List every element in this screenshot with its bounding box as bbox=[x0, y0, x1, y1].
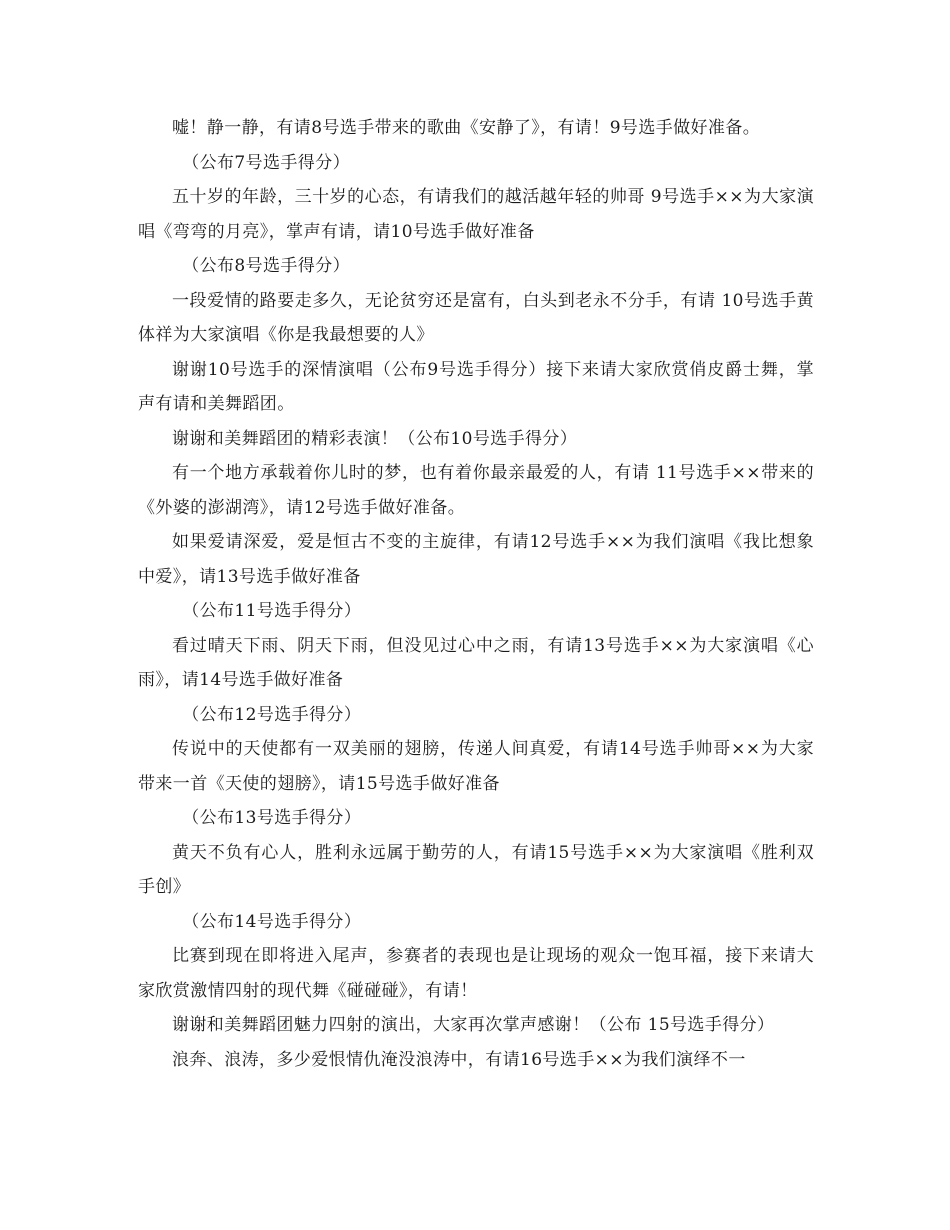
paragraph: 谢谢和美舞蹈团的精彩表演！（公布10号选手得分） bbox=[172, 428, 578, 449]
paragraph: 黄天不负有心人，胜利永远属于勤劳的人，有请15号选手××为大家演唱《胜利双手创》 bbox=[138, 842, 814, 897]
paragraph: 浪奔、浪涛，多少爱恨情仇淹没浪涛中，有请16号选手××为我们演绎不一 bbox=[172, 1049, 746, 1070]
paragraph: 比赛到现在即将进入尾声，参赛者的表现也是让现场的观众一饱耳福，接下来请大家欣赏激情四射的现代舞《碰碰碰》，有请！ bbox=[138, 946, 814, 1001]
document-body bbox=[138, 111, 814, 1077]
paragraph: 嘘！静一静，有请8号选手带来的歌曲《安静了》，有请！9号选手做好准备。 bbox=[172, 118, 761, 138]
score-announcement-note: （公布13号选手得分） bbox=[182, 808, 362, 828]
paragraph: 谢谢10号选手的深情演唱（公布9号选手得分）接下来请大家欣赏俏皮爵士舞，掌声有请和美舞蹈团。 bbox=[138, 359, 814, 414]
score-announcement-note: （公布14号选手得分） bbox=[182, 911, 362, 932]
paragraph: 一段爱情的路要走多久，无论贫穷还是富有，白头到老永不分手，有请 10号选手黄体祥为大家演唱《你是我最想要的人》 bbox=[138, 290, 814, 345]
paragraph: 如果爱请深爱，爱是恒古不变的主旋律，有请12号选手××为我们演唱《我比想象中爱》，请13号选手做好准备 bbox=[138, 532, 814, 587]
score-announcement-note: （公布7号选手得分） bbox=[182, 152, 351, 173]
paragraph: 五十岁的年龄，三十岁的心态，有请我们的越活越年轻的帅哥 9号选手××为大家演唱《弯弯的月亮》，掌声有请，请10号选手做好准备 bbox=[138, 187, 814, 242]
score-announcement-note: （公布8号选手得分） bbox=[182, 256, 351, 276]
paragraph: 看过晴天下雨、阴天下雨，但没见过心中之雨，有请13号选手××为大家演唱《心雨》，请14号选手做好准备 bbox=[138, 635, 814, 690]
score-announcement-note: （公布12号选手得分） bbox=[182, 704, 362, 725]
paragraph: 谢谢和美舞蹈团魅力四射的演出，大家再次掌声感谢！（公布 15号选手得分） bbox=[172, 1015, 775, 1035]
paragraph: 有一个地方承载着你儿时的梦，也有着你最亲最爱的人，有请 11号选手××带来的《外婆的澎湖湾》，请12号选手做好准备。 bbox=[138, 463, 814, 518]
paragraph: 传说中的天使都有一双美丽的翅膀，传递人间真爱，有请14号选手帅哥××为大家带来一首《天使的翅膀》，请15号选手做好准备 bbox=[138, 739, 814, 794]
score-announcement-note: （公布11号选手得分） bbox=[182, 601, 362, 621]
